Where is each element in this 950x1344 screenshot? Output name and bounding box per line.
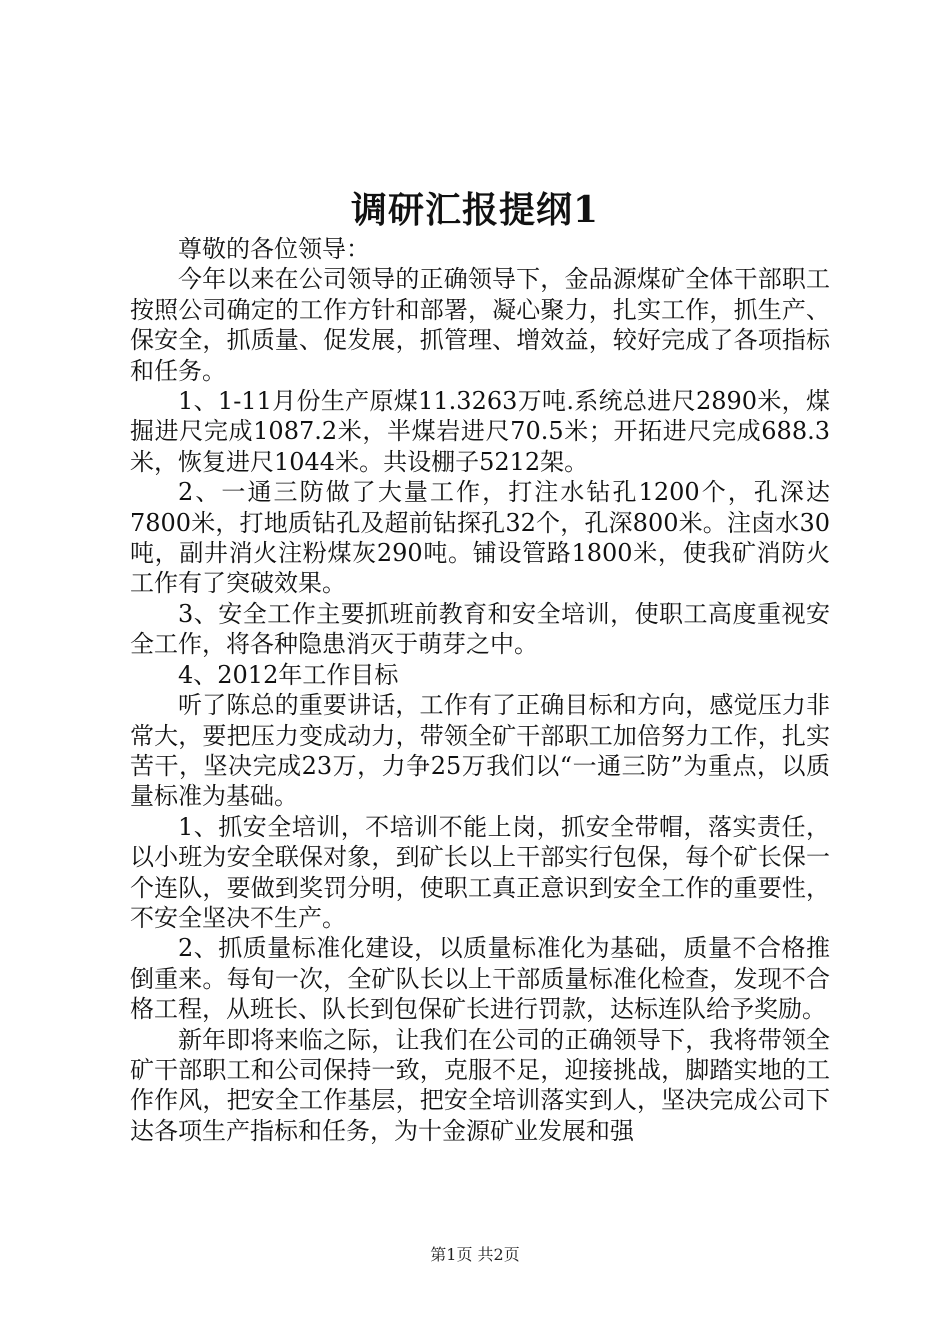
paragraph-item-2: 2、一通三防做了大量工作，打注水钻孔1200个，孔深达7800米，打地质钻孔及超前钻探孔32个，孔深800米。注卤水30吨，副井消火注粉煤灰290吨。铺设管路1800米，使我矿消防火工作有了突破效果。: [130, 478, 830, 598]
paragraph-closing: 新年即将来临之际，让我们在公司的正确领导下，我将带领全矿干部职工和公司保持一致，克服不足，迎接挑战，脚踏实地的工作作风，把安全工作基层，把安全培训落实到人，坚决完成公司下达各项生产指标和任务，为十金源矿业发展和强: [130, 1025, 830, 1145]
paragraph-intro: 今年以来在公司领导的正确领导下，金品源煤矿全体干部职工按照公司确定的工作方针和部署，凝心聚力，扎实工作，抓生产、保安全，抓质量、促发展，抓管理、增效益，较好完成了各项指标和任务。: [130, 265, 830, 385]
page-footer: 第1页 共2页: [430, 1245, 520, 1264]
paragraph-item-1: 1、1-11月份生产原煤11.3263万吨.系统总进尺2890米，煤掘进尺完成1087.2米，半煤岩进尺70.5米；开拓进尺完成688.3米，恢复进尺1044米。共设棚子5212架。: [130, 387, 830, 476]
paragraph-goal-1: 1、抓安全培训，不培训不能上岗，抓安全带帽，落实责任，以小班为安全联保对象，到矿长以上干部实行包保，每个矿长保一个连队，要做到奖罚分明，使职工真正意识到安全工作的重要性，不安全坚决不生产。: [130, 812, 830, 932]
paragraph-item-3: 3、安全工作主要抓班前教育和安全培训，使职工高度重视安全工作，将各种隐患消灭于萌芽之中。: [130, 599, 830, 659]
document-title: 调研汇报提纲1: [350, 189, 600, 231]
paragraph-goals: 听了陈总的重要讲话，工作有了正确目标和方向，感觉压力非常大，要把压力变成动力，带领全矿干部职工加倍努力工作，扎实苦干，坚决完成23万，力争25万我们以“一通三防”为重点，以质量标准为基础。: [130, 691, 830, 811]
paragraph-item-4-heading: 4、2012年工作目标: [178, 660, 399, 689]
document-body: [130, 234, 830, 1146]
paragraph-salutation: 尊敬的各位领导：: [178, 235, 370, 263]
paragraph-goal-2: 2、抓质量标准化建设，以质量标准化为基础，质量不合格推倒重来。每旬一次，全矿队长以上干部质量标准化检查，发现不合格工程，从班长、队长到包保矿长进行罚款，达标连队给予奖励。: [130, 934, 830, 1024]
